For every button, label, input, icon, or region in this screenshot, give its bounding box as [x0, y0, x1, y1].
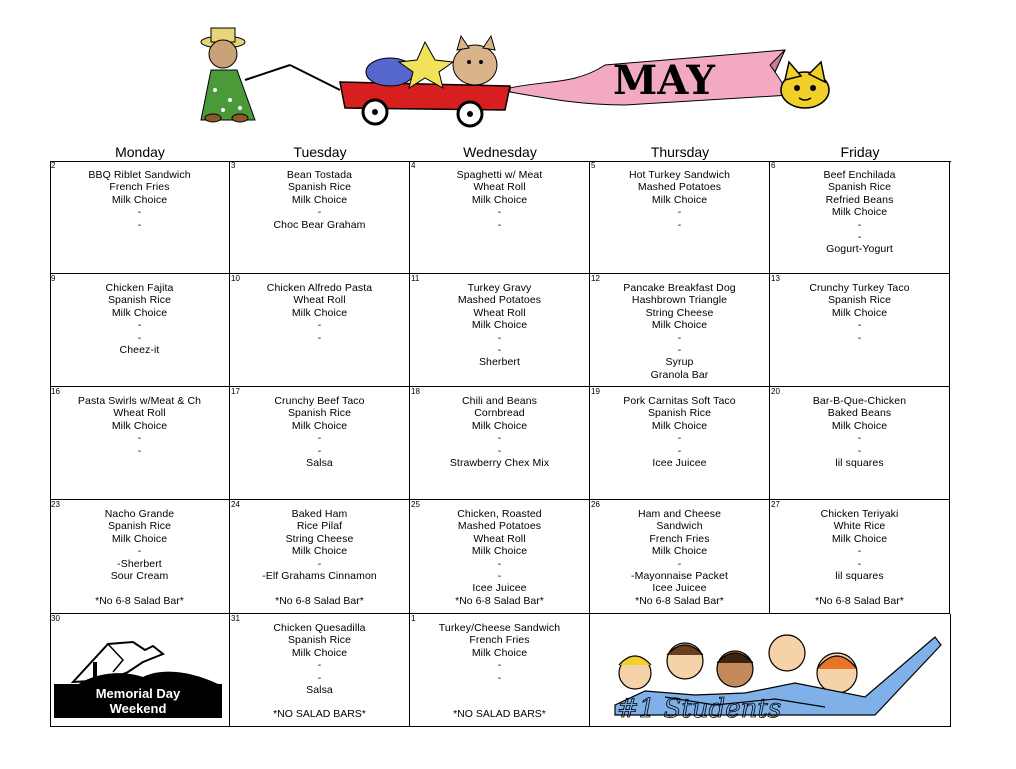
menu-item: -	[137, 331, 142, 344]
menu-item: Icee Juicee	[652, 457, 707, 470]
menu-item: Mashed Potatoes	[637, 181, 722, 194]
day-number: 26	[591, 500, 600, 509]
menu-item: Mashed Potatoes	[457, 294, 542, 307]
menu-item: -	[497, 432, 502, 445]
menu-item: -	[857, 231, 862, 244]
menu-items	[410, 622, 589, 684]
menu-item: Milk Choice	[651, 193, 708, 206]
menu-item: Ham and Cheese	[637, 508, 722, 520]
menu-item: Milk Choice	[291, 646, 348, 659]
menu-items	[590, 508, 769, 595]
menu-item: French Fries	[109, 181, 170, 194]
menu-item: Wheat Roll	[113, 407, 166, 420]
calendar-day-cell	[770, 387, 950, 500]
menu-item: Spanish Rice	[107, 520, 172, 533]
menu-item: Milk Choice	[111, 419, 168, 432]
calendar-day-cell	[410, 161, 590, 274]
menu-item: -	[137, 545, 142, 558]
menu-item: Choc Bear Graham	[273, 218, 366, 231]
memorial-line1: Memorial Day	[95, 686, 181, 701]
day-number: 17	[231, 387, 240, 396]
menu-items	[410, 508, 589, 595]
calendar-day-cell	[50, 500, 230, 614]
menu-item: Milk Choice	[831, 206, 888, 219]
menu-items	[410, 395, 589, 469]
day-number: 19	[591, 387, 600, 396]
menu-item: Cornbread	[474, 407, 525, 420]
menu-items	[590, 395, 769, 469]
menu-item: -Mayonnaise Packet	[631, 570, 728, 583]
month-title: MAY	[613, 57, 715, 104]
menu-item: -	[317, 557, 322, 570]
menu-item: Spanish Rice	[827, 181, 892, 194]
menu-item: Baked Ham	[291, 508, 348, 520]
menu-item: Hot Turkey Sandwich	[628, 169, 731, 181]
menu-item: -	[857, 331, 862, 344]
menu-items	[590, 282, 769, 381]
menu-items	[230, 622, 409, 696]
menu-items	[770, 282, 949, 344]
day-header-monday: Monday	[115, 144, 165, 160]
wagon-icon	[290, 36, 510, 126]
girl-figure-icon	[201, 28, 290, 122]
menu-items	[230, 395, 409, 469]
menu-item: -	[497, 444, 502, 457]
menu-item: Milk Choice	[111, 532, 168, 545]
menu-item: Milk Choice	[651, 319, 708, 332]
menu-item: Pancake Breakfast Dog	[623, 282, 736, 294]
day-number: 2	[51, 161, 56, 170]
menu-items	[770, 169, 949, 256]
menu-items	[410, 169, 589, 231]
menu-item: Spanish Rice	[287, 407, 352, 420]
day-number: 20	[771, 387, 780, 396]
menu-item: -	[857, 557, 862, 570]
menu-item: Crunchy Turkey Taco	[809, 282, 910, 294]
menu-item: -	[317, 206, 322, 219]
menu-item: Turkey Gravy	[467, 282, 532, 294]
salad-bar-note: *No 6-8 Salad Bar*	[455, 595, 544, 607]
day-header-thursday: Thursday	[650, 144, 710, 160]
menu-item: -Elf Grahams Cinnamon	[262, 570, 377, 583]
day-number: 24	[231, 500, 240, 509]
menu-item: -	[677, 206, 682, 219]
menu-item: Strawberry Chex Mix	[449, 457, 550, 470]
menu-item: String Cheese	[285, 532, 354, 545]
menu-item: -	[677, 432, 682, 445]
calendar-day-cell	[230, 387, 410, 500]
menu-item: -	[497, 570, 502, 583]
day-number: 23	[51, 500, 60, 509]
menu-item: White Rice	[833, 520, 886, 533]
menu-item: Nacho Grande	[104, 508, 175, 520]
day-number: 9	[51, 274, 56, 283]
day-number: 25	[411, 500, 420, 509]
menu-item: -	[677, 218, 682, 231]
menu-item: Gogurt-Yogurt	[826, 243, 893, 256]
salad-bar-note: *No 6-8 Salad Bar*	[815, 595, 904, 607]
day-number: 13	[771, 274, 780, 283]
calendar-day-cell	[770, 274, 950, 387]
menu-item: Milk Choice	[831, 532, 888, 545]
menu-item: Rice Pilaf	[296, 520, 343, 533]
menu-item: -	[677, 331, 682, 344]
menu-item: Chicken Alfredo Pasta	[266, 282, 373, 294]
menu-item: -	[677, 557, 682, 570]
menu-item: -	[317, 659, 322, 672]
menu-item: -	[317, 331, 322, 344]
menu-item: -	[137, 444, 142, 457]
menu-items	[50, 508, 229, 582]
menu-item: Granola Bar	[650, 368, 709, 381]
calendar-day-cell	[770, 161, 950, 274]
menu-item: Milk Choice	[651, 419, 708, 432]
menu-item: Pasta Swirls w/Meat & Ch	[77, 395, 202, 407]
salad-bar-note: *No 6-8 Salad Bar*	[95, 595, 184, 607]
memorial-line2: Weekend	[109, 701, 167, 716]
calendar-day-cell	[590, 500, 770, 614]
menu-item: -	[497, 659, 502, 672]
menu-items	[410, 282, 589, 369]
menu-item: Milk Choice	[471, 319, 528, 332]
menu-item: -	[317, 432, 322, 445]
menu-item: Wheat Roll	[293, 294, 346, 307]
day-number: 12	[591, 274, 600, 283]
menu-items	[770, 508, 949, 582]
menu-item: lil squares	[835, 457, 884, 470]
menu-item: -	[857, 444, 862, 457]
calendar-day-cell	[50, 274, 230, 387]
menu-item: Chicken, Roasted	[457, 508, 542, 520]
salad-bar-note: *NO SALAD BARS*	[453, 708, 546, 720]
menu-item: -	[137, 218, 142, 231]
menu-item: -	[857, 319, 862, 332]
menu-item: BBQ Riblet Sandwich	[88, 169, 191, 181]
menu-item: -Sherbert	[117, 557, 162, 570]
day-number: 27	[771, 500, 780, 509]
menu-item: Icee Juicee	[472, 582, 527, 595]
menu-item: -	[677, 344, 682, 357]
menu-item: Sherbert	[478, 356, 521, 369]
menu-item: Milk Choice	[471, 545, 528, 558]
menu-item: -	[137, 206, 142, 219]
menu-items	[50, 282, 229, 356]
menu-item: -	[677, 444, 682, 457]
menu-item: Crunchy Beef Taco	[274, 395, 365, 407]
day-header-wednesday: Wednesday	[463, 144, 537, 160]
menu-item: Baked Beans	[827, 407, 892, 420]
menu-items	[590, 169, 769, 231]
menu-item: Milk Choice	[291, 545, 348, 558]
calendar-day-cell	[590, 387, 770, 500]
calendar-day-cell	[230, 500, 410, 614]
menu-item: Milk Choice	[831, 306, 888, 319]
menu-item: French Fries	[649, 532, 710, 545]
menu-item: Milk Choice	[291, 419, 348, 432]
day-number: 11	[411, 274, 420, 283]
month-banner-icon	[510, 50, 790, 105]
menu-item: Milk Choice	[651, 545, 708, 558]
menu-item: Milk Choice	[291, 306, 348, 319]
menu-item: Sandwich	[656, 520, 703, 533]
day-number: 6	[771, 161, 776, 170]
day-number: 10	[231, 274, 240, 283]
menu-item: -	[317, 319, 322, 332]
menu-item: Milk Choice	[471, 646, 528, 659]
menu-item: Wheat Roll	[473, 306, 526, 319]
menu-item: Syrup	[665, 356, 694, 369]
menu-item: Refried Beans	[825, 193, 894, 206]
menu-items	[50, 169, 229, 231]
header-illustration	[185, 10, 855, 135]
calendar-day-cell	[590, 274, 770, 387]
menu-item: Spanish Rice	[647, 407, 712, 420]
menu-item: Spanish Rice	[107, 294, 172, 307]
calendar-day-cell	[230, 161, 410, 274]
menu-item: -	[497, 671, 502, 684]
menu-item: -	[317, 671, 322, 684]
students-illustration-icon	[605, 625, 945, 725]
calendar-day-cell	[590, 161, 770, 274]
menu-item: Milk Choice	[471, 419, 528, 432]
menu-item: Spaghetti w/ Meat	[456, 169, 543, 181]
calendar-day-cell	[410, 614, 590, 727]
calendar-day-cell	[770, 500, 950, 614]
day-number: 16	[51, 387, 60, 396]
menu-item: -	[857, 432, 862, 445]
menu-item: Cheez-it	[119, 344, 160, 357]
day-number: 31	[231, 614, 240, 623]
menu-item: -	[497, 218, 502, 231]
day-number: 18	[411, 387, 420, 396]
menu-item: Bar-B-Que-Chicken	[812, 395, 907, 407]
menu-item: -	[497, 331, 502, 344]
menu-item: Pork Carnitas Soft Taco	[623, 395, 736, 407]
day-number: 30	[51, 614, 60, 623]
students-caption: #1 Students	[617, 694, 782, 724]
calendar-day-cell	[410, 274, 590, 387]
menu-item: Salsa	[306, 457, 333, 470]
day-number: 1	[411, 614, 416, 623]
menu-items	[770, 395, 949, 469]
day-number: 5	[591, 161, 596, 170]
menu-item: Mashed Potatoes	[457, 520, 542, 533]
menu-item: Salsa	[306, 684, 333, 697]
menu-item: Chicken Fajita	[105, 282, 174, 294]
menu-item: Hashbrown Triangle	[631, 294, 728, 307]
menu-item: French Fries	[469, 634, 530, 647]
salad-bar-note: *No 6-8 Salad Bar*	[275, 595, 364, 607]
menu-item: -	[137, 319, 142, 332]
menu-item: Icee Juicee	[652, 582, 707, 595]
memorial-day-label	[54, 684, 222, 718]
calendar-day-cell	[50, 387, 230, 500]
calendar-day-cell	[230, 614, 410, 727]
menu-item: -	[317, 444, 322, 457]
menu-item: Spanish Rice	[827, 294, 892, 307]
menu-item: Wheat Roll	[473, 532, 526, 545]
menu-item: Chicken Quesadilla	[273, 622, 366, 634]
calendar-day-cell	[50, 161, 230, 274]
cat-icon	[781, 62, 829, 108]
menu-items	[230, 282, 409, 344]
menu-item: Milk Choice	[111, 306, 168, 319]
day-number: 4	[411, 161, 416, 170]
menu-item: Wheat Roll	[473, 181, 526, 194]
day-header-friday: Friday	[840, 144, 880, 160]
menu-item: -	[857, 218, 862, 231]
menu-item: -	[497, 206, 502, 219]
menu-item: Turkey/Cheese Sandwich	[438, 622, 561, 634]
menu-items	[230, 508, 409, 582]
menu-item: Milk Choice	[111, 193, 168, 206]
menu-item: Beef Enchilada	[823, 169, 896, 181]
menu-item: String Cheese	[645, 306, 714, 319]
day-number: 3	[231, 161, 236, 170]
menu-item: -	[857, 545, 862, 558]
menu-item: -	[137, 432, 142, 445]
day-header-tuesday: Tuesday	[293, 144, 347, 160]
menu-items	[50, 395, 229, 457]
menu-item: -	[497, 557, 502, 570]
calendar-day-cell	[230, 274, 410, 387]
menu-item: Milk Choice	[471, 193, 528, 206]
menu-item: Milk Choice	[291, 193, 348, 206]
menu-item: Chicken Teriyaki	[820, 508, 899, 520]
menu-item: lil squares	[835, 570, 884, 583]
menu-item: Spanish Rice	[287, 181, 352, 194]
menu-item: Spanish Rice	[287, 634, 352, 647]
menu-item: Milk Choice	[831, 419, 888, 432]
calendar-day-cell	[410, 500, 590, 614]
menu-item: Chili and Beans	[461, 395, 538, 407]
menu-item: Bean Tostada	[286, 169, 353, 181]
salad-bar-note: *NO SALAD BARS*	[273, 708, 366, 720]
salad-bar-note: *No 6-8 Salad Bar*	[635, 595, 724, 607]
menu-items	[230, 169, 409, 231]
menu-item: -	[497, 344, 502, 357]
menu-item: Sour Cream	[110, 570, 169, 583]
memorial-day-cell	[50, 614, 230, 727]
calendar-day-cell	[410, 387, 590, 500]
